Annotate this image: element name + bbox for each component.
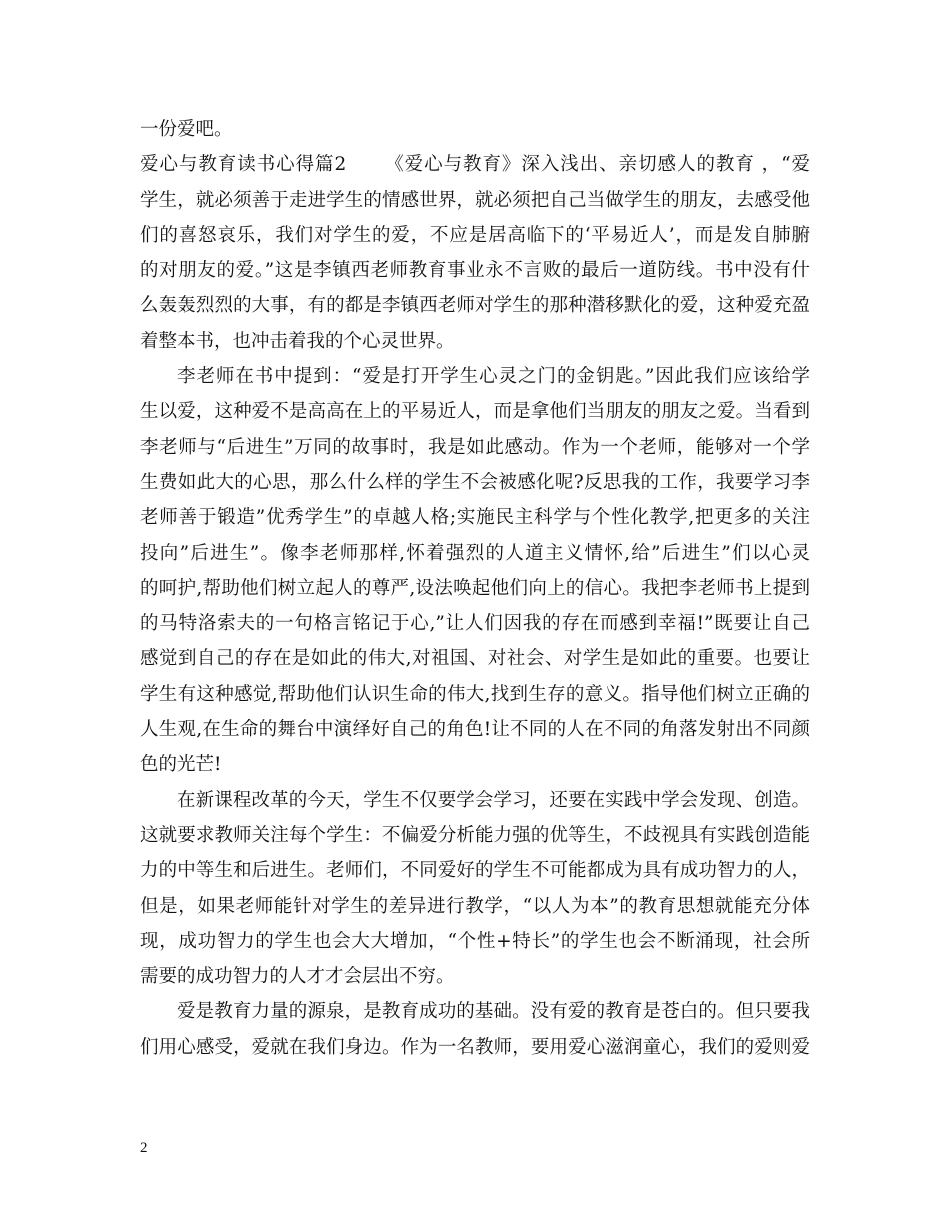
document-body	[140, 112, 810, 1065]
text-line: 人生观,在生命的舞台中演绎好自己的角色!让不同的人在不同的角落发射出不同颜	[140, 719, 810, 741]
text-line: 现，成功智力的学生也会大大增加，“个性+特长”的学生也会不断涌现，社会所	[140, 930, 810, 952]
text-line: 的马特洛索夫的一句格言铭记于心,”让人们因我的存在而感到幸福!”既要让自己	[140, 613, 810, 635]
text-line: 李老师与“后进生”万同的故事时，我是如此感动。作为一个老师，能够对一个学	[140, 436, 810, 458]
text-line: 生费如此大的心思，那么什么样的学生不会被感化呢?反思我的工作，我要学习李	[140, 471, 810, 493]
text-line: 着整本书，也冲击着我的个心灵世界。	[140, 330, 455, 352]
paragraph-first-line: 在新课程改革的今天，学生不仅要学会学习，还要在实践中学会发现、创造。	[177, 789, 810, 811]
text-line: 《爱心与教育》深入浅出、亲切感人的教育 ，“爱	[384, 154, 810, 176]
text-line: 学生，就必须善于走进学生的情感世界，就必须把自己当做学生的朋友，去感受他	[140, 189, 810, 211]
section-title: 爱心与教育读书心得篇2	[140, 154, 347, 176]
text-line: 但是，如果老师能针对学生的差异进行教学，“以人为本”的教育思想就能充分体	[140, 895, 810, 917]
text-line: 色的光芒!	[140, 754, 222, 776]
text-line: 的呵护,帮助他们树立起人的尊严,设法唤起他们向上的信心。我把李老师书上提到	[140, 577, 810, 599]
text-line: 们的喜怒哀乐，我们对学生的爱，不应是居高临下的‘平易近人’，而是发自肺腑	[140, 224, 810, 246]
section-heading-line	[140, 147, 810, 182]
text-line: 的对朋友的爱。”这是李镇西老师教育事业永不言败的最后一道防线。书中没有什	[140, 260, 810, 282]
text-line: 老师善于锻造”优秀学生”的卓越人格;实施民主科学与个性化教学,把更多的关注	[140, 507, 810, 529]
paragraph-first-line: 李老师在书中提到：“爱是打开学生心灵之门的金钥匙。”因此我们应该给学	[177, 366, 810, 388]
text-line: 们用心感受，爱就在我们身边。作为一名教师，要用爱心滋润童心，我们的爱则爱	[140, 1036, 810, 1058]
text-line: 需要的成功智力的人才才会层出不穷。	[140, 966, 455, 988]
page-number: 2	[140, 1140, 148, 1156]
text-line: 投向”后进生”。像李老师那样,怀着强烈的人道主义情怀,给”后进生”们以心灵	[140, 542, 810, 564]
text-line: 感觉到自己的存在是如此的伟大,对祖国、对社会、对学生是如此的重要。也要让	[140, 648, 810, 670]
text-line: 学生有这种感觉,帮助他们认识生命的伟大,找到生存的意义。指导他们树立正确的	[140, 683, 810, 705]
text-line: 力的中等生和后进生。老师们，不同爱好的学生不可能都成为具有成功智力的人，	[140, 860, 810, 882]
text-line: 这就要求教师关注每个学生：不偏爱分析能力强的优等生，不歧视具有实践创造能	[140, 824, 810, 846]
text-line: 一份爱吧。	[140, 119, 233, 140]
paragraph-first-line: 爱是教育力量的源泉，是教育成功的基础。没有爱的教育是苍白的。但只要我	[177, 1001, 810, 1023]
text-line: 么轰轰烈烈的大事，有的都是李镇西老师对学生的那种潜移默化的爱，这种爱充盈	[140, 295, 810, 317]
text-line: 生以爱，这种爱不是高高在上的平易近人，而是拿他们当朋友的朋友之爱。当看到	[140, 401, 810, 423]
